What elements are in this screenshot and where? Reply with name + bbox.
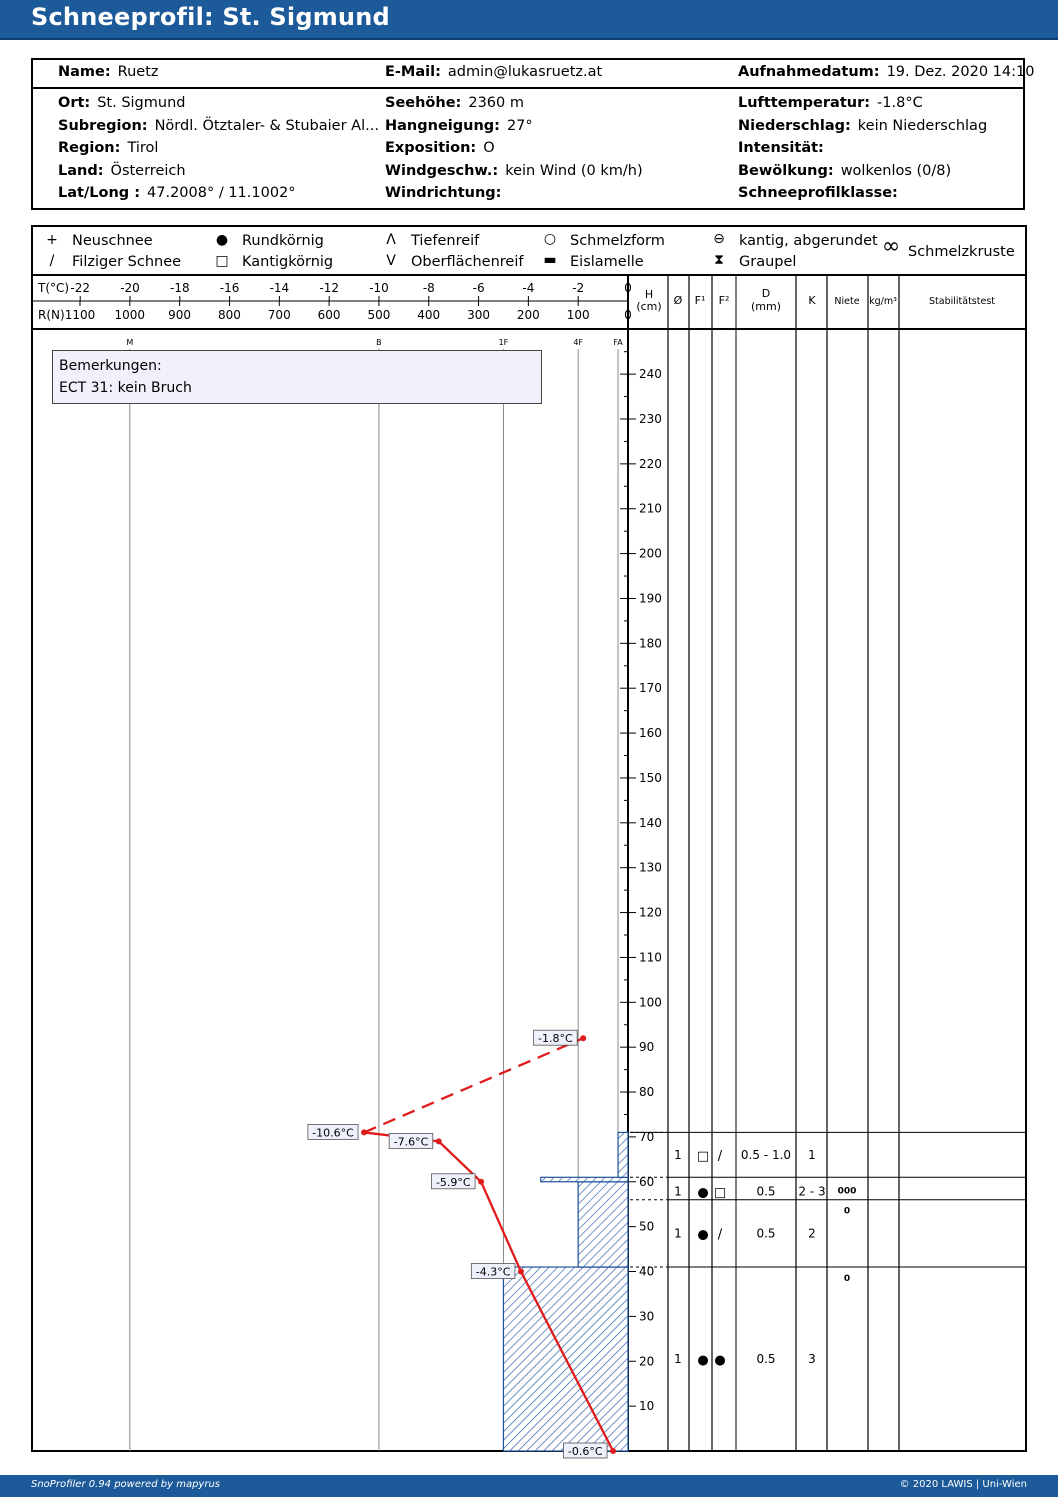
ram-hardness-bar [541,1177,628,1181]
resistance-tick-label: 1000 [114,308,146,322]
layer-grain-f2: □ [713,1185,727,1201]
schmelzform-icon: ○ [543,231,557,247]
legend-label: Kantigkörnig [242,254,334,270]
layer-hardness: 3 [808,1352,816,1367]
height-tick-label: 150 [639,770,662,785]
resistance-tick-label: 500 [367,308,391,322]
neuschnee-icon: + [46,232,58,248]
height-tick-label: 70 [639,1129,655,1144]
legend-label: Graupel [739,254,797,270]
temp-tick-label: -18 [169,281,190,295]
height-tick-label: 50 [639,1219,655,1234]
height-tick-label: 40 [639,1264,655,1279]
layer-grain-f1: ● [697,1227,709,1243]
field-lufttemp: Lufttemperatur: -1.8°C [738,95,923,111]
field-profilklasse: Schneeprofilklasse: [738,185,898,201]
resistance-tick-label: 800 [217,308,241,322]
column-header: F² [718,294,730,307]
tiefenreif-icon: Λ [386,232,396,248]
temperature-label: -0.6°C [567,1445,603,1458]
legend-label: kantig, abgerundet [739,233,878,249]
temp-tick-label: -22 [70,281,91,295]
oberflaechenreif-icon: V [386,253,396,269]
column-header: Stabilitätstest [929,296,995,307]
height-tick-label: 90 [639,1040,655,1055]
temperature-point [436,1138,442,1144]
schmelzkruste-icon: ∞ [881,234,901,259]
layer-niete: 0 [843,1206,851,1217]
legend-label: Neuschnee [72,233,153,249]
column-header: F¹ [694,294,706,307]
column-header: K [808,294,816,307]
column-header: (mm) [750,300,782,313]
height-tick-label: 30 [639,1309,655,1324]
layer-moisture: 1 [674,1226,682,1241]
temperature-point [518,1269,524,1275]
layer-hardness: 1 [808,1147,816,1162]
height-tick-label: 120 [639,905,662,920]
resistance-axis-label: R(N) [38,308,65,322]
field-windrichtung: Windrichtung: [385,185,502,201]
height-tick-label: 140 [639,815,662,830]
height-tick-label: 80 [639,1085,655,1100]
footer [0,1475,1058,1497]
layer-moisture: 1 [674,1352,682,1367]
field-date: Aufnahmedatum: 19. Dez. 2020 14:10 [738,64,1035,80]
legend-label: Filziger Schnee [72,254,182,270]
kantigkoernig-icon: □ [215,253,229,269]
field-subregion: Subregion: Nördl. Ötztaler- & Stubaier Al... [58,118,379,134]
resistance-tick-label: 700 [267,308,291,322]
resistance-tick-label: 200 [516,308,540,322]
height-tick-label: 240 [639,367,662,382]
layer-grain-f2: ● [714,1353,726,1369]
hardness-label: 4F [573,338,584,347]
layer-grain-size: 0.5 [756,1184,776,1199]
layer-grain-size: 0.5 [756,1352,776,1367]
ram-hardness-bar [578,1182,628,1267]
height-tick-label: 180 [639,636,662,651]
temperature-label: -7.6°C [393,1135,429,1149]
layer-grain-f1: □ [696,1148,710,1164]
height-tick-label: 110 [639,950,662,965]
temperature-label: -4.3°C [475,1265,511,1279]
resistance-tick-label: 400 [417,308,441,322]
height-tick-label: 210 [639,501,662,516]
column-header: Ø [673,294,683,307]
column-header: D [761,287,771,300]
layer-grain-f1: ● [697,1353,709,1369]
legend-label: Eislamelle [570,254,644,270]
air-temperature-line [364,1038,583,1132]
temp-axis-label: T(°C) [38,281,70,295]
temperature-point [580,1035,586,1041]
height-tick-label: 20 [639,1354,655,1369]
resistance-tick-label: 100 [566,308,590,322]
remarks-box [52,350,542,404]
height-tick-label: 190 [639,591,662,606]
ram-hardness-bar [618,1132,628,1177]
field-exposition: Exposition: O [385,140,495,156]
layer-niete: 0 [843,1274,851,1285]
temperature-label: -5.9°C [435,1175,471,1189]
height-tick-label: 200 [639,546,662,561]
layer-niete: 000 [837,1186,857,1197]
height-tick-label: 170 [639,681,662,696]
field-latlong: Lat/Long : 47.2008° / 11.1002° [58,185,296,201]
layer-grain-f2: / [717,1148,723,1164]
height-tick-label: 60 [639,1174,655,1189]
temp-tick-label: -4 [522,281,535,295]
layer-hardness: 2 [808,1226,816,1241]
field-windgeschw: Windgeschw.: kein Wind (0 km/h) [385,163,643,179]
temp-tick-label: -8 [422,281,435,295]
filziger-schnee-icon: / [49,253,55,269]
field-land: Land: Österreich [58,163,186,179]
hardness-label: 1F [498,338,509,347]
resistance-tick-label: 900 [168,308,192,322]
temp-tick-label: -20 [120,281,140,295]
layer-hardness: 2 - 3 [798,1184,826,1199]
kantig-abgerundet-icon: ⊖ [713,231,725,247]
field-intensitaet: Intensität: [738,140,824,156]
layer-grain-f2: / [717,1227,723,1243]
hardness-label: M [126,338,134,347]
resistance-tick-label: 600 [317,308,341,322]
layer-moisture: 1 [674,1184,682,1199]
height-header: (cm) [636,300,662,313]
footer-left: SnoProfiler 0.94 powered by mapyrus [31,1479,221,1490]
temperature-point [478,1179,484,1185]
height-tick-label: 160 [639,726,662,741]
hardness-label: B [376,338,382,347]
height-tick-label: 100 [639,995,662,1010]
field-ort: Ort: St. Sigmund [58,95,186,111]
eislamelle-icon: ▬ [543,252,557,268]
temperature-label: -1.8°C [538,1032,573,1046]
layer-grain-f1: ● [697,1185,709,1201]
field-email: E-Mail: admin@lukasruetz.at [385,64,603,80]
page-title: Schneeprofil: St. Sigmund [31,3,390,31]
remarks-title: Bemerkungen: [59,358,162,374]
legend-label: Tiefenreif [411,233,480,249]
height-tick-label: 10 [639,1399,655,1414]
resistance-tick-label: 1100 [64,308,96,322]
temp-tick-label: -14 [269,281,290,295]
temp-tick-label: -10 [369,281,389,295]
column-header: Niete [834,296,860,307]
temperature-line [481,1182,521,1272]
layer-grain-size: 0.5 [756,1226,776,1241]
resistance-tick-label: 0 [624,308,632,322]
temperature-label: -10.6°C [312,1126,354,1140]
temp-tick-label: -16 [219,281,240,295]
hardness-label: FA [613,338,623,347]
field-region: Region: Tirol [58,140,159,156]
height-header: H [644,288,654,301]
resistance-tick-label: 300 [467,308,490,322]
height-tick-label: 230 [639,411,662,426]
legend-label: Oberflächenreif [411,254,524,270]
remarks-text: ECT 31: kein Bruch [59,380,192,396]
height-tick-label: 220 [639,456,662,471]
legend-label: Schmelzform [570,233,665,249]
rundkoernig-icon: ● [215,232,229,248]
field-hangneigung: Hangneigung: 27° [385,118,533,134]
temp-tick-label: -12 [319,281,340,295]
legend-label: Rundkörnig [242,233,324,249]
temperature-point [610,1448,616,1454]
temp-tick-label: -2 [572,281,585,295]
field-seehoehe: Seehöhe: 2360 m [385,95,524,111]
legend-label: Schmelzkruste [908,244,1015,260]
height-tick-label: 130 [639,860,662,875]
column-header: kg/m³ [869,296,897,307]
temp-tick-label: 0 [624,281,632,295]
layer-grain-size: 0.5 - 1.0 [740,1147,792,1162]
graupel-icon: ⧗ [714,252,724,268]
field-bewoelkung: Bewölkung: wolkenlos (0/8) [738,163,952,179]
footer-right: © 2020 LAWIS | Uni-Wien [899,1479,1027,1490]
field-niederschlag: Niederschlag: kein Niederschlag [738,118,988,134]
temperature-point [361,1129,367,1135]
field-name: Name: Ruetz [58,64,159,80]
temp-tick-label: -6 [472,281,485,295]
layer-moisture: 1 [674,1147,682,1162]
